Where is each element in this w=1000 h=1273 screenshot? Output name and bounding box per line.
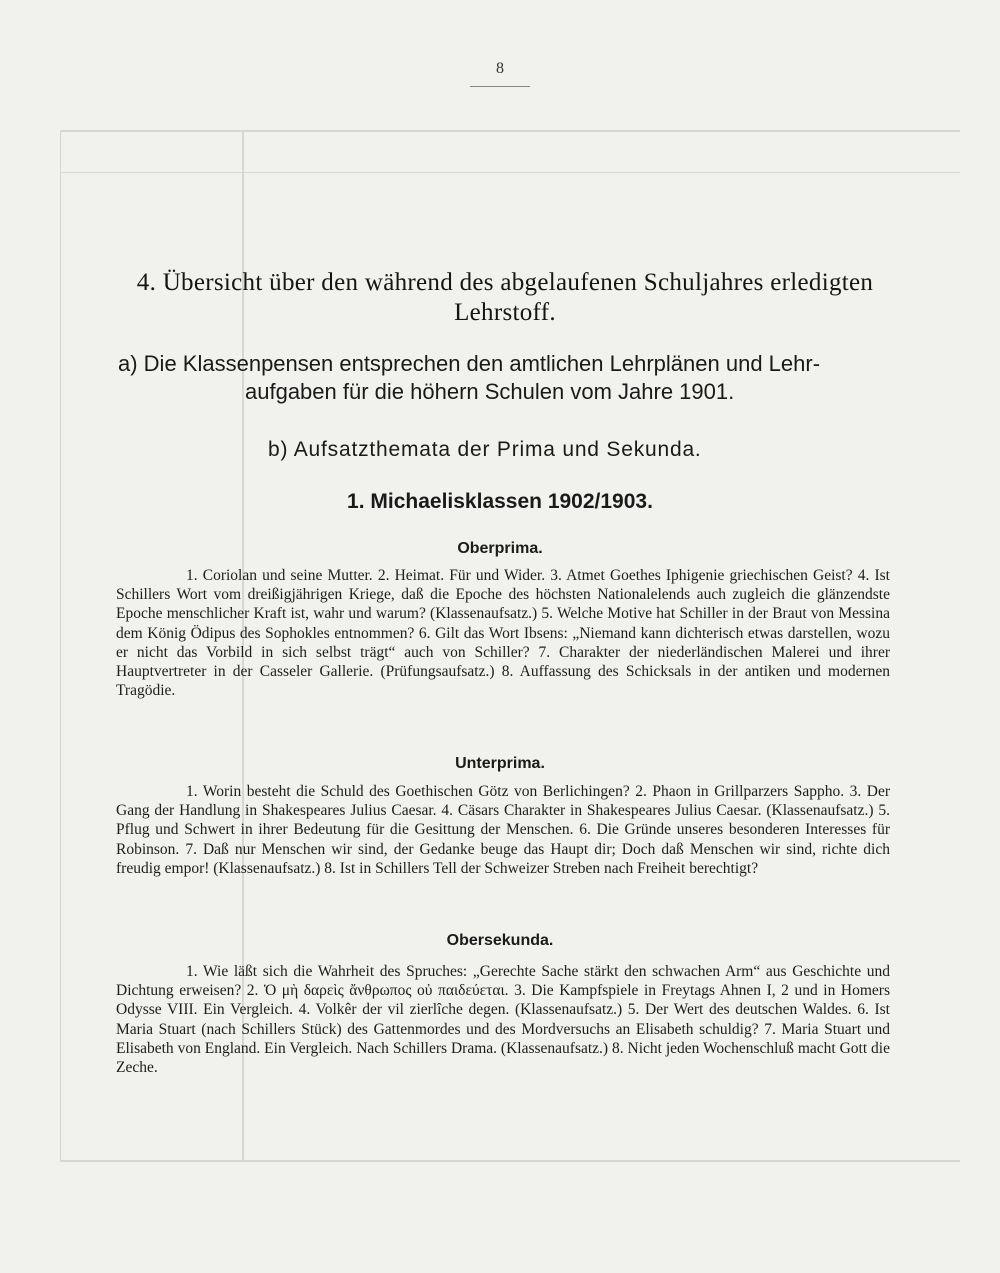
bleed-through-line [60, 1160, 960, 1162]
obersekunda-heading: Obersekunda. [446, 932, 554, 949]
oberprima-text [116, 566, 890, 700]
section-b-heading: b) Aufsatzthemata der Prima und Sekunda. [268, 438, 702, 461]
section-a-line-2: aufgaben für die höhern Schulen vom Jahre 1901. [245, 379, 735, 404]
page-number-rule [470, 86, 530, 87]
unterprima-paragraph: 1. Worin besteht die Schuld des Goethischen Götz von Berlichingen? 2. Phaon in Grillparzers Sappho. 3. Der Gang der Handlung in Shakespeares Julius Caesar. 4. Cäsars Charakter in Shakespeares Julius Caesar. (Klassenaufsatz.) 5. Pflug und Schwert in ihrer Bedeutung für die Gesittung der Menschen. 6. Die Gründe unseres besonderen Interesses für Robinson. 7. Daß nur Menschen wir sind, der Gedanke beuge das Haupt dir; Doch daß Menschen wir sind, richte dich freudig empor! (Klassenaufsatz.) 8. Ist in Schillers Tell der Schweizer Streben nach Freiheit berechtigt? [116, 783, 890, 877]
oberprima-paragraph: 1. Coriolan und seine Mutter. 2. Heimat. Für und Wider. 3. Atmet Goethes Iphigenie griechischen Geist? 4. Ist Schillers Wort vom dreißigjährigen Kriege, daß die Epoche des höchsten Nationalelends auch zugleich die glänzendste Epoche menschlicher Kraft ist, wahr und warum? (Klassenaufsatz.) 5. Welche Motive hat Schiller in der Braut von Messina dem König Ödipus des Sophokles entnommen? 6. Gilt das Wort Ibsens: „Niemand kann dichterisch etwas darstellen, wozu er nicht das Vorbild in sich selbst trägt“ auch von Schiller? 7. Charakter der niederländischen Malerei und ihrer Hauptvertreter in der Casseler Gallerie. (Prüfungsaufsatz.) 8. Auffassung des Schicksals in der antiken und modernen Tragödie. [116, 567, 890, 700]
unterprima-text [116, 782, 890, 878]
obersekunda-paragraph: 1. Wie läßt sich die Wahrheit des Spruches: „Gerechte Sache stärkt den schwachen Arm“ aus Geschichte und Dichtung erweisen? 2. Ὁ μὴ δαρεὶς ἄνθρωπος οὐ παιδεύεται. 3. Die Kampfspiele in Freytags Ahnen I, 2 und in Homers Odysse VIII. Ein Vergleich. 4. Volkêr der vil zierlîche degen. (Klassenaufsatz.) 5. Der Wert des deutschen Waldes. 6. Ist Maria Stuart (nach Schillers Stück) des Gattenmordes und des Mordversuchs an Elisabeth schuldig? 7. Maria Stuart und Elisabeth von England. Ein Vergleich. Nach Schillers Drama. (Klassenaufsatz.) 8. Nicht jeden Wochenschluß macht Gott die Zeche. [116, 963, 890, 1077]
bleed-through-line [60, 172, 960, 173]
section-a-line-1: a) Die Klassenpensen entsprechen den amtlichen Lehrplänen und Lehr- [118, 351, 821, 376]
obersekunda-text [116, 962, 890, 1077]
michaelis-heading: 1. Michaelisklassen 1902/1903. [347, 490, 653, 513]
bleed-through-line [60, 130, 61, 1160]
section-a-paragraph [118, 350, 898, 406]
unterprima-heading: Unterprima. [455, 755, 545, 772]
bleed-through-line [60, 130, 960, 132]
oberprima-heading: Oberprima. [457, 540, 543, 557]
section-heading: 4. Übersicht über den während des abgelaufenen Schuljahres erledigten Lehrstoff. [136, 269, 874, 326]
page-number: 8 [496, 60, 504, 77]
